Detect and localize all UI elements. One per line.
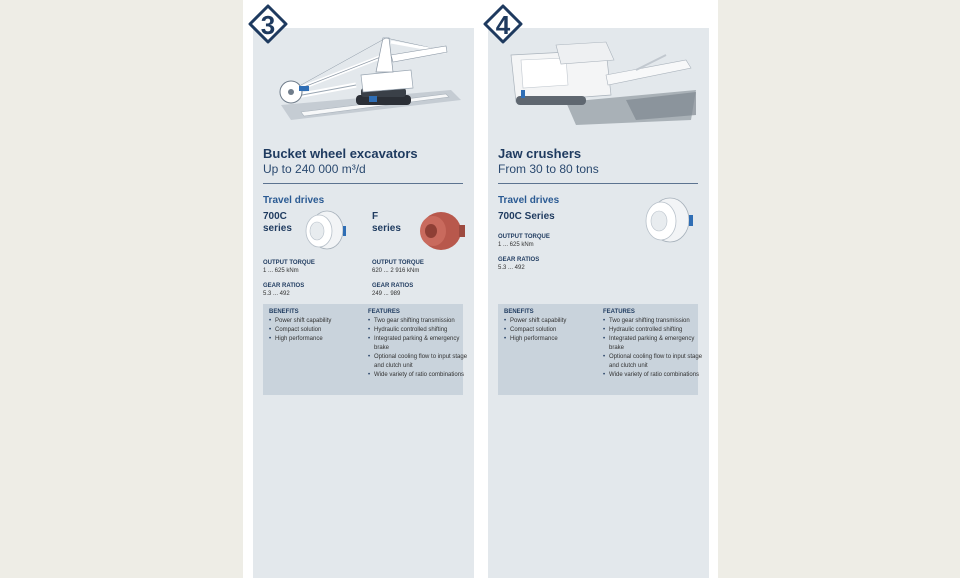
benefit-item: • Compact solution (504, 326, 605, 335)
product-name-line1: 700C (263, 211, 287, 222)
bucket-wheel-excavator-illustration (261, 30, 466, 135)
feature-item: • Hydraulic controlled shifting (368, 326, 469, 335)
benefit-item: • Power shift capability (504, 317, 605, 326)
feature-item: • Integrated parking & emergency brake (368, 335, 469, 353)
benefits-column (269, 309, 370, 344)
benefits-features-box (498, 304, 703, 395)
brochure-page (243, 0, 718, 578)
torque-label: OUTPUT TORQUE (372, 260, 424, 266)
torque-value: 1 ... 625 kNm (263, 268, 299, 274)
panel-title: Bucket wheel excavators (263, 146, 418, 161)
features-column (368, 309, 469, 380)
feature-item: • Optional cooling flow to input stage and clutch unit (368, 353, 469, 371)
section-heading: Travel drives (263, 195, 325, 206)
benefit-item: • High performance (269, 335, 370, 344)
product-name-line2: series (372, 223, 401, 234)
panel-number: 4 (495, 10, 511, 40)
divider (263, 183, 463, 184)
torque-value: 1 ... 625 kNm (498, 242, 534, 248)
torque-value: 620 ... 2 916 kNm (372, 268, 420, 274)
ratio-value: 5.3 ... 492 (263, 291, 290, 297)
benefit-item: • Compact solution (269, 326, 370, 335)
gearbox-f-series-icon (411, 209, 467, 253)
benefits-features-box (263, 304, 468, 395)
gearbox-700c-icon (636, 194, 696, 246)
feature-item: • Optional cooling flow to input stage and clutch unit (603, 353, 704, 371)
panel-number-badge (248, 4, 288, 44)
section-heading: Travel drives (498, 195, 560, 206)
torque-label: OUTPUT TORQUE (498, 234, 550, 240)
panel-number-badge (483, 4, 523, 44)
ratio-label: GEAR RATIOS (263, 283, 305, 289)
panel-number: 3 (260, 10, 276, 40)
product-name-line2: series (263, 223, 292, 234)
panel-bucket-wheel-excavators (253, 28, 474, 578)
feature-item: • Integrated parking & emergency brake (603, 335, 704, 353)
feature-item: • Two gear shifting transmission (368, 317, 469, 326)
panel-title: Jaw crushers (498, 146, 582, 161)
feature-item: • Hydraulic controlled shifting (603, 326, 704, 335)
feature-item: • Two gear shifting transmission (603, 317, 704, 326)
ratio-value: 5.3 ... 492 (498, 265, 525, 271)
product-name-line1: 700C Series (498, 211, 555, 222)
features-heading: FEATURES (368, 309, 400, 315)
feature-item: • Wide variety of ratio combinations (603, 371, 704, 380)
panel-jaw-crushers (488, 28, 709, 578)
ratio-value: 249 ... 989 (372, 291, 401, 297)
benefits-heading: BENEFITS (269, 309, 299, 315)
product-name-700c (263, 211, 292, 235)
torque-label: OUTPUT TORQUE (263, 260, 315, 266)
features-column (603, 309, 704, 380)
product-name-f (372, 211, 401, 235)
benefits-heading: BENEFITS (504, 309, 534, 315)
ratio-label: GEAR RATIOS (372, 283, 414, 289)
benefit-item: • High performance (504, 335, 605, 344)
jaw-crusher-illustration (496, 30, 701, 135)
ratio-label: GEAR RATIOS (498, 257, 540, 263)
benefits-column (504, 309, 605, 344)
gearbox-700c-icon (297, 208, 347, 253)
features-heading: FEATURES (603, 309, 635, 315)
divider (498, 183, 698, 184)
benefit-item: • Power shift capability (269, 317, 370, 326)
panel-subtitle: Up to 240 000 m³/d (263, 162, 366, 176)
panel-subtitle: From 30 to 80 tons (498, 162, 599, 176)
feature-item: • Wide variety of ratio combinations (368, 371, 469, 380)
product-name-line1: F (372, 211, 379, 222)
product-name-700c (498, 211, 555, 223)
